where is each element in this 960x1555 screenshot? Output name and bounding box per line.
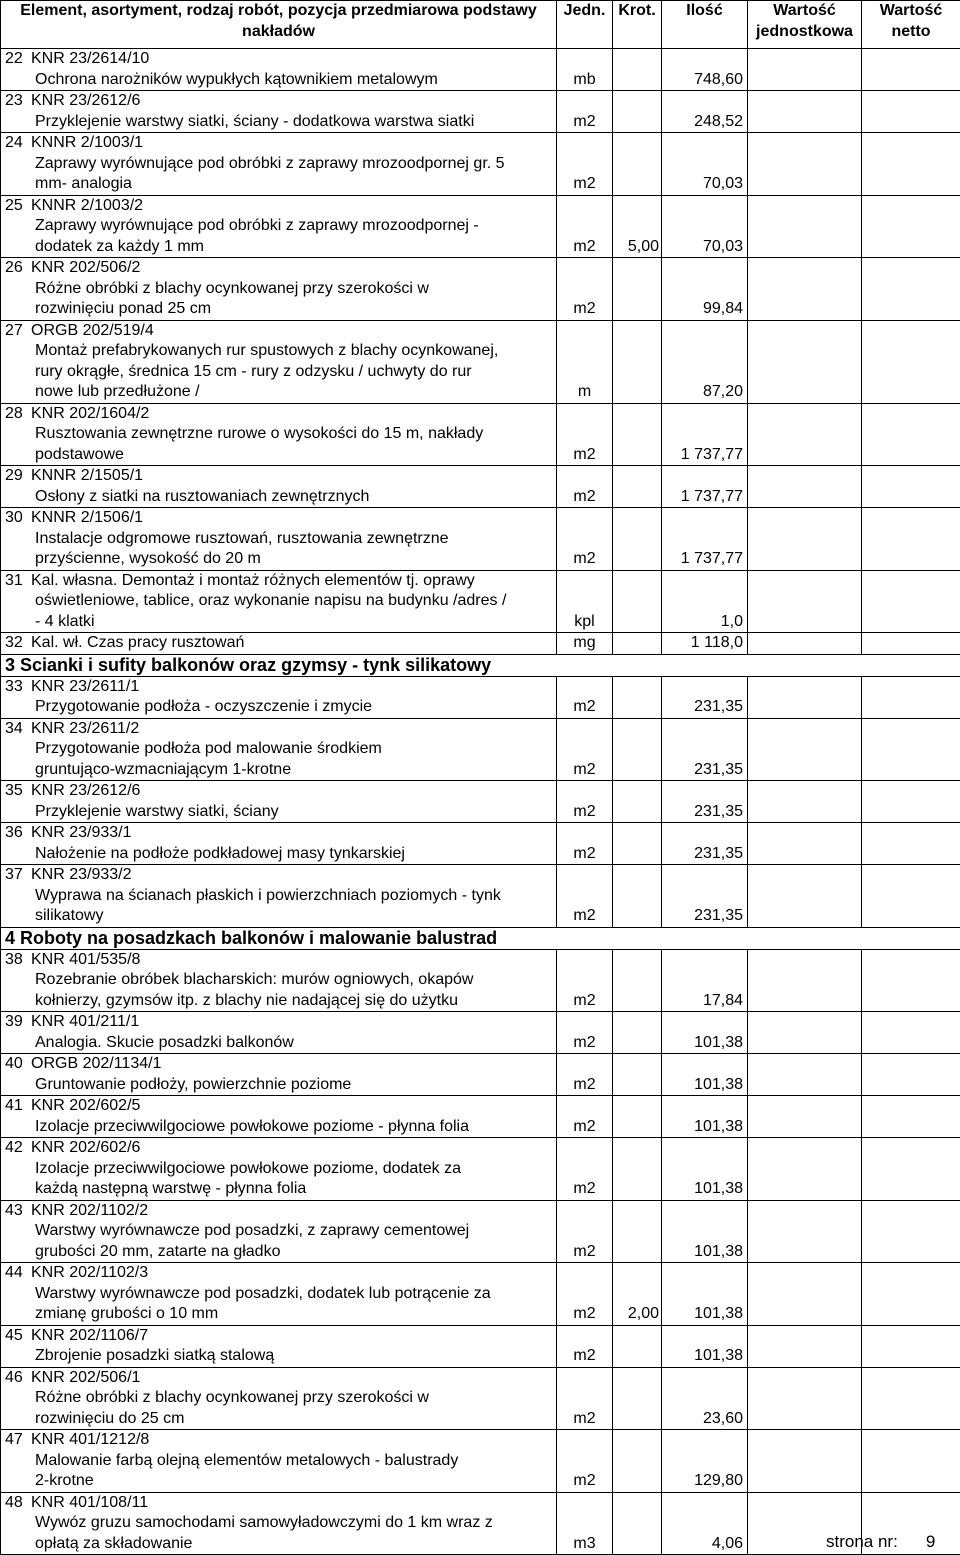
table-row <box>1 1138 960 1201</box>
item-code: KNR 23/2612/6 <box>31 92 141 109</box>
item-net-value <box>862 1200 960 1263</box>
item-net-value <box>862 1325 960 1367</box>
table-row <box>1 865 960 928</box>
item-unit-value <box>748 718 862 781</box>
item-code: KNR 202/1102/3 <box>31 1264 149 1281</box>
item-unit: m2 <box>557 195 613 258</box>
item-multiplier <box>613 466 662 508</box>
item-unit-value <box>748 1263 862 1326</box>
item-code: KNR 401/211/1 <box>31 1013 140 1030</box>
page-number-label: strona nr: <box>826 1532 898 1551</box>
item-description <box>1 403 557 466</box>
item-number: 34 <box>5 719 23 737</box>
item-number: 29 <box>5 467 23 484</box>
item-net-value <box>862 865 960 928</box>
item-unit: m2 <box>557 466 613 508</box>
item-description <box>1 570 557 633</box>
table-row <box>1 466 960 508</box>
table-row <box>1 570 960 633</box>
item-quantity: 1 737,77 <box>662 508 748 571</box>
table-row <box>1 823 960 865</box>
table-row <box>1 1325 960 1367</box>
header-multiplier: Krot. <box>613 1 662 49</box>
item-code: ORGB 202/1134/1 <box>31 1055 162 1072</box>
item-net-value <box>862 49 960 91</box>
item-text-line: nowe lub przedłużone / <box>35 383 200 400</box>
item-quantity: 1 737,77 <box>662 466 748 508</box>
item-net-value <box>862 823 960 865</box>
item-quantity: 101,38 <box>662 1012 748 1054</box>
table-row <box>1 49 960 91</box>
item-text-line: podstawowe <box>35 445 124 463</box>
item-unit-value <box>748 258 862 321</box>
item-net-value <box>862 1430 960 1493</box>
item-net-value <box>862 570 960 633</box>
item-net-value <box>862 133 960 196</box>
item-unit-value <box>748 1200 862 1263</box>
section-header-row <box>1 654 960 676</box>
item-code: KNR 401/535/8 <box>31 950 141 968</box>
item-unit-value <box>748 133 862 196</box>
item-quantity: 70,03 <box>662 195 748 258</box>
item-code: KNR 202/1102/2 <box>31 1201 149 1219</box>
item-code: KNR 23/933/1 <box>31 824 132 841</box>
item-multiplier <box>613 1492 662 1555</box>
item-net-value <box>862 1012 960 1054</box>
item-text-line: Analogia. Skucie posadzki balkonów <box>35 1033 294 1051</box>
item-multiplier <box>613 1012 662 1054</box>
item-code: KNR 23/2612/6 <box>31 782 141 799</box>
item-unit-value <box>748 91 862 133</box>
item-unit: m2 <box>557 1096 613 1138</box>
header-quantity: Ilość <box>662 1 748 49</box>
item-number: 28 <box>5 404 23 422</box>
item-multiplier <box>613 823 662 865</box>
table-row <box>1 1012 960 1054</box>
item-multiplier: 5,00 <box>613 195 662 258</box>
item-number: 44 <box>5 1264 23 1281</box>
item-description <box>1 718 557 781</box>
table-row <box>1 633 960 655</box>
item-description <box>1 91 557 133</box>
item-net-value <box>862 676 960 718</box>
item-description <box>1 633 557 655</box>
item-net-value <box>862 1096 960 1138</box>
table-row <box>1 1054 960 1096</box>
item-description <box>1 258 557 321</box>
item-unit: m <box>557 320 613 403</box>
item-quantity: 1 737,77 <box>662 403 748 466</box>
item-code: ORGB 202/519/4 <box>31 321 154 339</box>
item-text-line: Osłony z siatki na rusztowaniach zewnętrznych <box>35 487 370 505</box>
item-text-line: Izolacje przeciwwilgociowe powłokowe poziome, dodatek za <box>35 1159 461 1177</box>
item-number: 47 <box>5 1431 23 1448</box>
item-unit: m2 <box>557 676 613 718</box>
item-text-line: silikatowy <box>35 907 104 924</box>
header-net-value: Wartość netto <box>862 1 960 49</box>
item-number: 32 <box>5 634 23 651</box>
item-description <box>1 676 557 718</box>
item-unit-value <box>748 1430 862 1493</box>
item-unit: m2 <box>557 1138 613 1201</box>
item-net-value <box>862 781 960 823</box>
item-text-line: Różne obróbki z blachy ocynkowanej przy szerokości w <box>35 1389 429 1406</box>
item-multiplier <box>613 1096 662 1138</box>
item-code: KNR 202/1106/7 <box>31 1326 149 1344</box>
item-unit-value <box>748 466 862 508</box>
item-text-line: dodatek za każdy 1 mm <box>35 237 204 255</box>
item-text-line: Rusztowania zewnętrzne rurowe o wysokości do 15 m, nakłady <box>35 425 484 442</box>
item-unit-value <box>748 403 862 466</box>
item-description <box>1 466 557 508</box>
item-number: 23 <box>5 92 23 109</box>
item-number: 26 <box>5 259 23 276</box>
table-row <box>1 1430 960 1493</box>
item-text-line: Przyklejenie warstwy siatki, ściany - dodatkowa warstwa siatki <box>35 112 475 130</box>
item-multiplier <box>613 258 662 321</box>
item-description <box>1 1430 557 1493</box>
item-code: KNR 23/2611/1 <box>31 677 140 695</box>
item-text-line: przyścienne, wysokość do 20 m <box>35 550 261 567</box>
table-row <box>1 1096 960 1138</box>
item-code: KNNR 2/1505/1 <box>31 467 144 484</box>
item-unit: m2 <box>557 91 613 133</box>
item-description <box>1 865 557 928</box>
item-description <box>1 320 557 403</box>
item-multiplier <box>613 403 662 466</box>
item-unit-value <box>748 781 862 823</box>
item-multiplier <box>613 1367 662 1430</box>
item-text-line: Zbrojenie posadzki siatką stalową <box>35 1347 275 1364</box>
table-row <box>1 403 960 466</box>
item-description <box>1 1367 557 1430</box>
item-text-line: mm- analogia <box>35 175 132 192</box>
item-multiplier <box>613 1430 662 1493</box>
item-multiplier <box>613 320 662 403</box>
item-description <box>1 1325 557 1367</box>
item-code: KNR 23/933/2 <box>31 866 132 883</box>
item-code: Kal. wł. Czas pracy rusztowań <box>31 634 245 651</box>
item-number: 43 <box>5 1201 23 1219</box>
item-quantity: 101,38 <box>662 1096 748 1138</box>
header-unit: Jedn. <box>557 1 613 49</box>
item-unit-value <box>748 320 862 403</box>
item-quantity: 101,38 <box>662 1138 748 1201</box>
item-unit: m2 <box>557 1325 613 1367</box>
item-unit: mb <box>557 49 613 91</box>
item-unit: m3 <box>557 1492 613 1555</box>
item-number: 30 <box>5 509 23 526</box>
item-description <box>1 823 557 865</box>
item-text-line: oświetleniowe, tablice, oraz wykonanie napisu na budynku /adres / <box>35 592 507 609</box>
item-unit-value <box>748 633 862 655</box>
item-description <box>1 949 557 1012</box>
item-text-line: zmianę grubości o 10 mm <box>35 1305 219 1322</box>
item-quantity: 231,35 <box>662 781 748 823</box>
item-unit-value <box>748 1138 862 1201</box>
item-code: KNR 401/108/11 <box>31 1493 149 1511</box>
item-text-line: Wyprawa na ścianach płaskich i powierzchniach poziomych - tynk <box>35 886 501 904</box>
table-row <box>1 676 960 718</box>
item-text-line: grubości 20 mm, zatarte na gładko <box>35 1242 281 1260</box>
table-row <box>1 91 960 133</box>
item-net-value <box>862 718 960 781</box>
section-title: 3 Scianki i sufity balkonów oraz gzymsy - tynk silikatowy <box>1 654 960 676</box>
item-multiplier <box>613 49 662 91</box>
item-text-line: każdą następną warstwę - płynna folia <box>35 1180 307 1197</box>
item-text-line: Zaprawy wyrównujące pod obróbki z zaprawy mrozoodpornej gr. 5 <box>35 154 505 172</box>
item-unit-value <box>748 1054 862 1096</box>
page-footer <box>826 1532 935 1552</box>
item-unit: m2 <box>557 258 613 321</box>
item-net-value <box>862 195 960 258</box>
item-quantity: 4,06 <box>662 1492 748 1555</box>
item-multiplier <box>613 570 662 633</box>
item-text-line: Ochrona narożników wypukłych kątownikiem metalowym <box>35 70 438 88</box>
item-code: KNNR 2/1506/1 <box>31 509 144 526</box>
item-unit: m2 <box>557 1263 613 1326</box>
item-number: 48 <box>5 1493 23 1511</box>
item-quantity: 87,20 <box>662 320 748 403</box>
item-text-line: Gruntowanie podłoży, powierzchnie poziome <box>35 1075 352 1093</box>
item-unit: m2 <box>557 1200 613 1263</box>
item-multiplier <box>613 1200 662 1263</box>
item-number: 35 <box>5 782 23 799</box>
item-text-line: 2-krotne <box>35 1472 94 1489</box>
item-quantity: 101,38 <box>662 1200 748 1263</box>
item-net-value <box>862 949 960 1012</box>
item-net-value <box>862 466 960 508</box>
item-text-line: Warstwy wyrównawcze pod posadzki, z zaprawy cementowej <box>35 1222 470 1239</box>
item-number: 39 <box>5 1013 23 1030</box>
table-row <box>1 1263 960 1326</box>
item-net-value <box>862 403 960 466</box>
item-description <box>1 1012 557 1054</box>
item-code: KNNR 2/1003/1 <box>31 134 144 151</box>
item-text-line: Zaprawy wyrównujące pod obróbki z zaprawy mrozoodpornej - <box>35 217 479 234</box>
item-text-line: gruntująco-wzmacniającym 1-krotne <box>35 760 292 778</box>
item-unit-value <box>748 508 862 571</box>
item-multiplier <box>613 133 662 196</box>
item-multiplier <box>613 1138 662 1201</box>
item-code: Kal. własna. Demontaż i montaż różnych elementów tj. oprawy <box>31 571 475 589</box>
item-text-line: Izolacje przeciwwilgociowe powłokowe poziome - płynna folia <box>35 1117 469 1135</box>
item-quantity: 231,35 <box>662 823 748 865</box>
item-quantity: 1,0 <box>662 570 748 633</box>
section-header-row <box>1 927 960 949</box>
table-row <box>1 949 960 1012</box>
table-row <box>1 133 960 196</box>
item-net-value <box>862 1054 960 1096</box>
item-text-line: Różne obróbki z blachy ocynkowanej przy szerokości w <box>35 279 429 297</box>
item-text-line: Przyklejenie warstwy siatki, ściany <box>35 802 279 820</box>
item-unit: m2 <box>557 403 613 466</box>
item-unit-value <box>748 1367 862 1430</box>
item-quantity: 99,84 <box>662 258 748 321</box>
table-row <box>1 258 960 321</box>
table-header-row <box>1 1 960 49</box>
item-code: KNR 202/602/5 <box>31 1097 141 1114</box>
item-code: KNR 23/2611/2 <box>31 719 140 737</box>
item-description <box>1 1492 557 1555</box>
item-number: 24 <box>5 134 23 151</box>
item-number: 31 <box>5 571 23 589</box>
item-code: KNR 202/506/1 <box>31 1368 141 1386</box>
item-description <box>1 49 557 91</box>
item-text-line: Wywóz gruzu samochodami samowyładowczymi do 1 km wraz z <box>35 1514 493 1531</box>
item-multiplier <box>613 633 662 655</box>
item-unit-value <box>748 823 862 865</box>
item-quantity: 1 118,0 <box>662 633 748 655</box>
table-row <box>1 195 960 258</box>
item-quantity: 70,03 <box>662 133 748 196</box>
item-net-value <box>862 633 960 655</box>
item-quantity: 231,35 <box>662 676 748 718</box>
item-unit: m2 <box>557 508 613 571</box>
item-text-line: Instalacje odgromowe rusztowań, rusztowania zewnętrzne <box>35 529 449 547</box>
page-number: 9 <box>925 1532 936 1551</box>
table-row <box>1 508 960 571</box>
item-text-line: Przygotowanie podłoża - oczyszczenie i zmycie <box>35 698 373 715</box>
table-row <box>1 1200 960 1263</box>
item-description <box>1 1200 557 1263</box>
item-quantity: 101,38 <box>662 1054 748 1096</box>
item-unit: m2 <box>557 823 613 865</box>
item-number: 27 <box>5 321 23 339</box>
item-quantity: 748,60 <box>662 49 748 91</box>
table-row <box>1 1367 960 1430</box>
item-text-line: Montaż prefabrykowanych rur spustowych z blachy ocynkowanej, <box>35 342 499 359</box>
item-number: 33 <box>5 677 23 695</box>
item-unit-value <box>748 676 862 718</box>
item-text-line: Warstwy wyrównawcze pod posadzki, dodatek lub potrącenie za <box>35 1284 491 1302</box>
item-number: 36 <box>5 824 23 841</box>
item-number: 38 <box>5 950 23 968</box>
item-code: KNNR 2/1003/2 <box>31 196 144 214</box>
item-net-value <box>862 258 960 321</box>
item-unit-value <box>748 1096 862 1138</box>
item-net-value <box>862 91 960 133</box>
item-quantity: 23,60 <box>662 1367 748 1430</box>
item-text-line: kołnierzy, gzymsów itp. z blachy nie nadającej się do użytku <box>35 991 459 1009</box>
item-unit-value <box>748 1325 862 1367</box>
item-text-line: rozwinięciu do 25 cm <box>35 1409 185 1427</box>
item-number: 40 <box>5 1055 23 1072</box>
item-unit: m2 <box>557 865 613 928</box>
item-unit-value <box>748 49 862 91</box>
item-unit-value <box>748 949 862 1012</box>
item-number: 41 <box>5 1097 23 1114</box>
item-number: 22 <box>5 50 23 67</box>
table-row <box>1 320 960 403</box>
item-unit: m2 <box>557 949 613 1012</box>
item-text-line: Przygotowanie podłoża pod malowanie środkiem <box>35 740 382 757</box>
item-quantity: 129,80 <box>662 1430 748 1493</box>
item-quantity: 248,52 <box>662 91 748 133</box>
item-multiplier <box>613 949 662 1012</box>
item-code: KNR 401/1212/8 <box>31 1431 150 1448</box>
item-net-value <box>862 1138 960 1201</box>
item-net-value <box>862 1367 960 1430</box>
item-text-line: Rozebranie obróbek blacharskich: murów ogniowych, okapów <box>35 971 474 988</box>
item-number: 37 <box>5 866 23 883</box>
item-multiplier <box>613 91 662 133</box>
item-unit: m2 <box>557 781 613 823</box>
item-number: 42 <box>5 1139 23 1156</box>
item-net-value <box>862 508 960 571</box>
item-quantity: 231,35 <box>662 718 748 781</box>
item-unit: m2 <box>557 1430 613 1493</box>
header-unit-value: Wartość jednostkowa <box>748 1 862 49</box>
item-unit: m2 <box>557 1012 613 1054</box>
item-unit-value <box>748 865 862 928</box>
item-description <box>1 1138 557 1201</box>
item-description <box>1 1096 557 1138</box>
item-unit: kpl <box>557 570 613 633</box>
item-text-line: Malowanie farbą olejną elementów metalowych - balustrady <box>35 1451 459 1469</box>
item-number: 46 <box>5 1368 23 1386</box>
item-net-value <box>862 1263 960 1326</box>
item-quantity: 231,35 <box>662 865 748 928</box>
item-number: 25 <box>5 196 23 214</box>
item-text-line: opłatą za składowanie <box>35 1534 193 1552</box>
item-multiplier: 2,00 <box>613 1263 662 1326</box>
item-unit: m2 <box>557 1054 613 1096</box>
item-unit: mg <box>557 633 613 655</box>
item-quantity: 101,38 <box>662 1325 748 1367</box>
item-text-line: rury okrągłe, średnica 15 cm - rury z odzysku / uchwyty do rur <box>35 362 472 380</box>
section-title: 4 Roboty na posadzkach balkonów i malowanie balustrad <box>1 927 960 949</box>
item-multiplier <box>613 676 662 718</box>
item-text-line: Nałożenie na podłoże podkładowej masy tynkarskiej <box>35 844 405 862</box>
item-text-line: - 4 klatki <box>35 612 95 630</box>
table-row <box>1 1492 960 1555</box>
item-code: KNR 202/1604/2 <box>31 404 150 422</box>
item-unit-value <box>748 195 862 258</box>
item-unit: m2 <box>557 133 613 196</box>
item-code: KNR 202/602/6 <box>31 1139 141 1156</box>
item-description <box>1 133 557 196</box>
item-multiplier <box>613 718 662 781</box>
item-multiplier <box>613 1325 662 1367</box>
item-multiplier <box>613 781 662 823</box>
item-code: KNR 202/506/2 <box>31 259 141 276</box>
item-net-value <box>862 320 960 403</box>
item-description <box>1 508 557 571</box>
header-description: Element, asortyment, rodzaj robót, pozycja przedmiarowa podstawy nakładów <box>1 1 557 49</box>
item-description <box>1 195 557 258</box>
item-multiplier <box>613 865 662 928</box>
item-text-line: rozwinięciu ponad 25 cm <box>35 300 212 317</box>
table-row <box>1 718 960 781</box>
item-description <box>1 1263 557 1326</box>
item-multiplier <box>613 1054 662 1096</box>
item-quantity: 17,84 <box>662 949 748 1012</box>
item-code: KNR 23/2614/10 <box>31 50 150 67</box>
item-number: 45 <box>5 1326 23 1344</box>
item-unit: m2 <box>557 718 613 781</box>
item-description <box>1 1054 557 1096</box>
table-row <box>1 781 960 823</box>
item-unit-value <box>748 570 862 633</box>
item-description <box>1 781 557 823</box>
item-unit: m2 <box>557 1367 613 1430</box>
item-multiplier <box>613 508 662 571</box>
item-quantity: 101,38 <box>662 1263 748 1326</box>
item-unit-value <box>748 1012 862 1054</box>
